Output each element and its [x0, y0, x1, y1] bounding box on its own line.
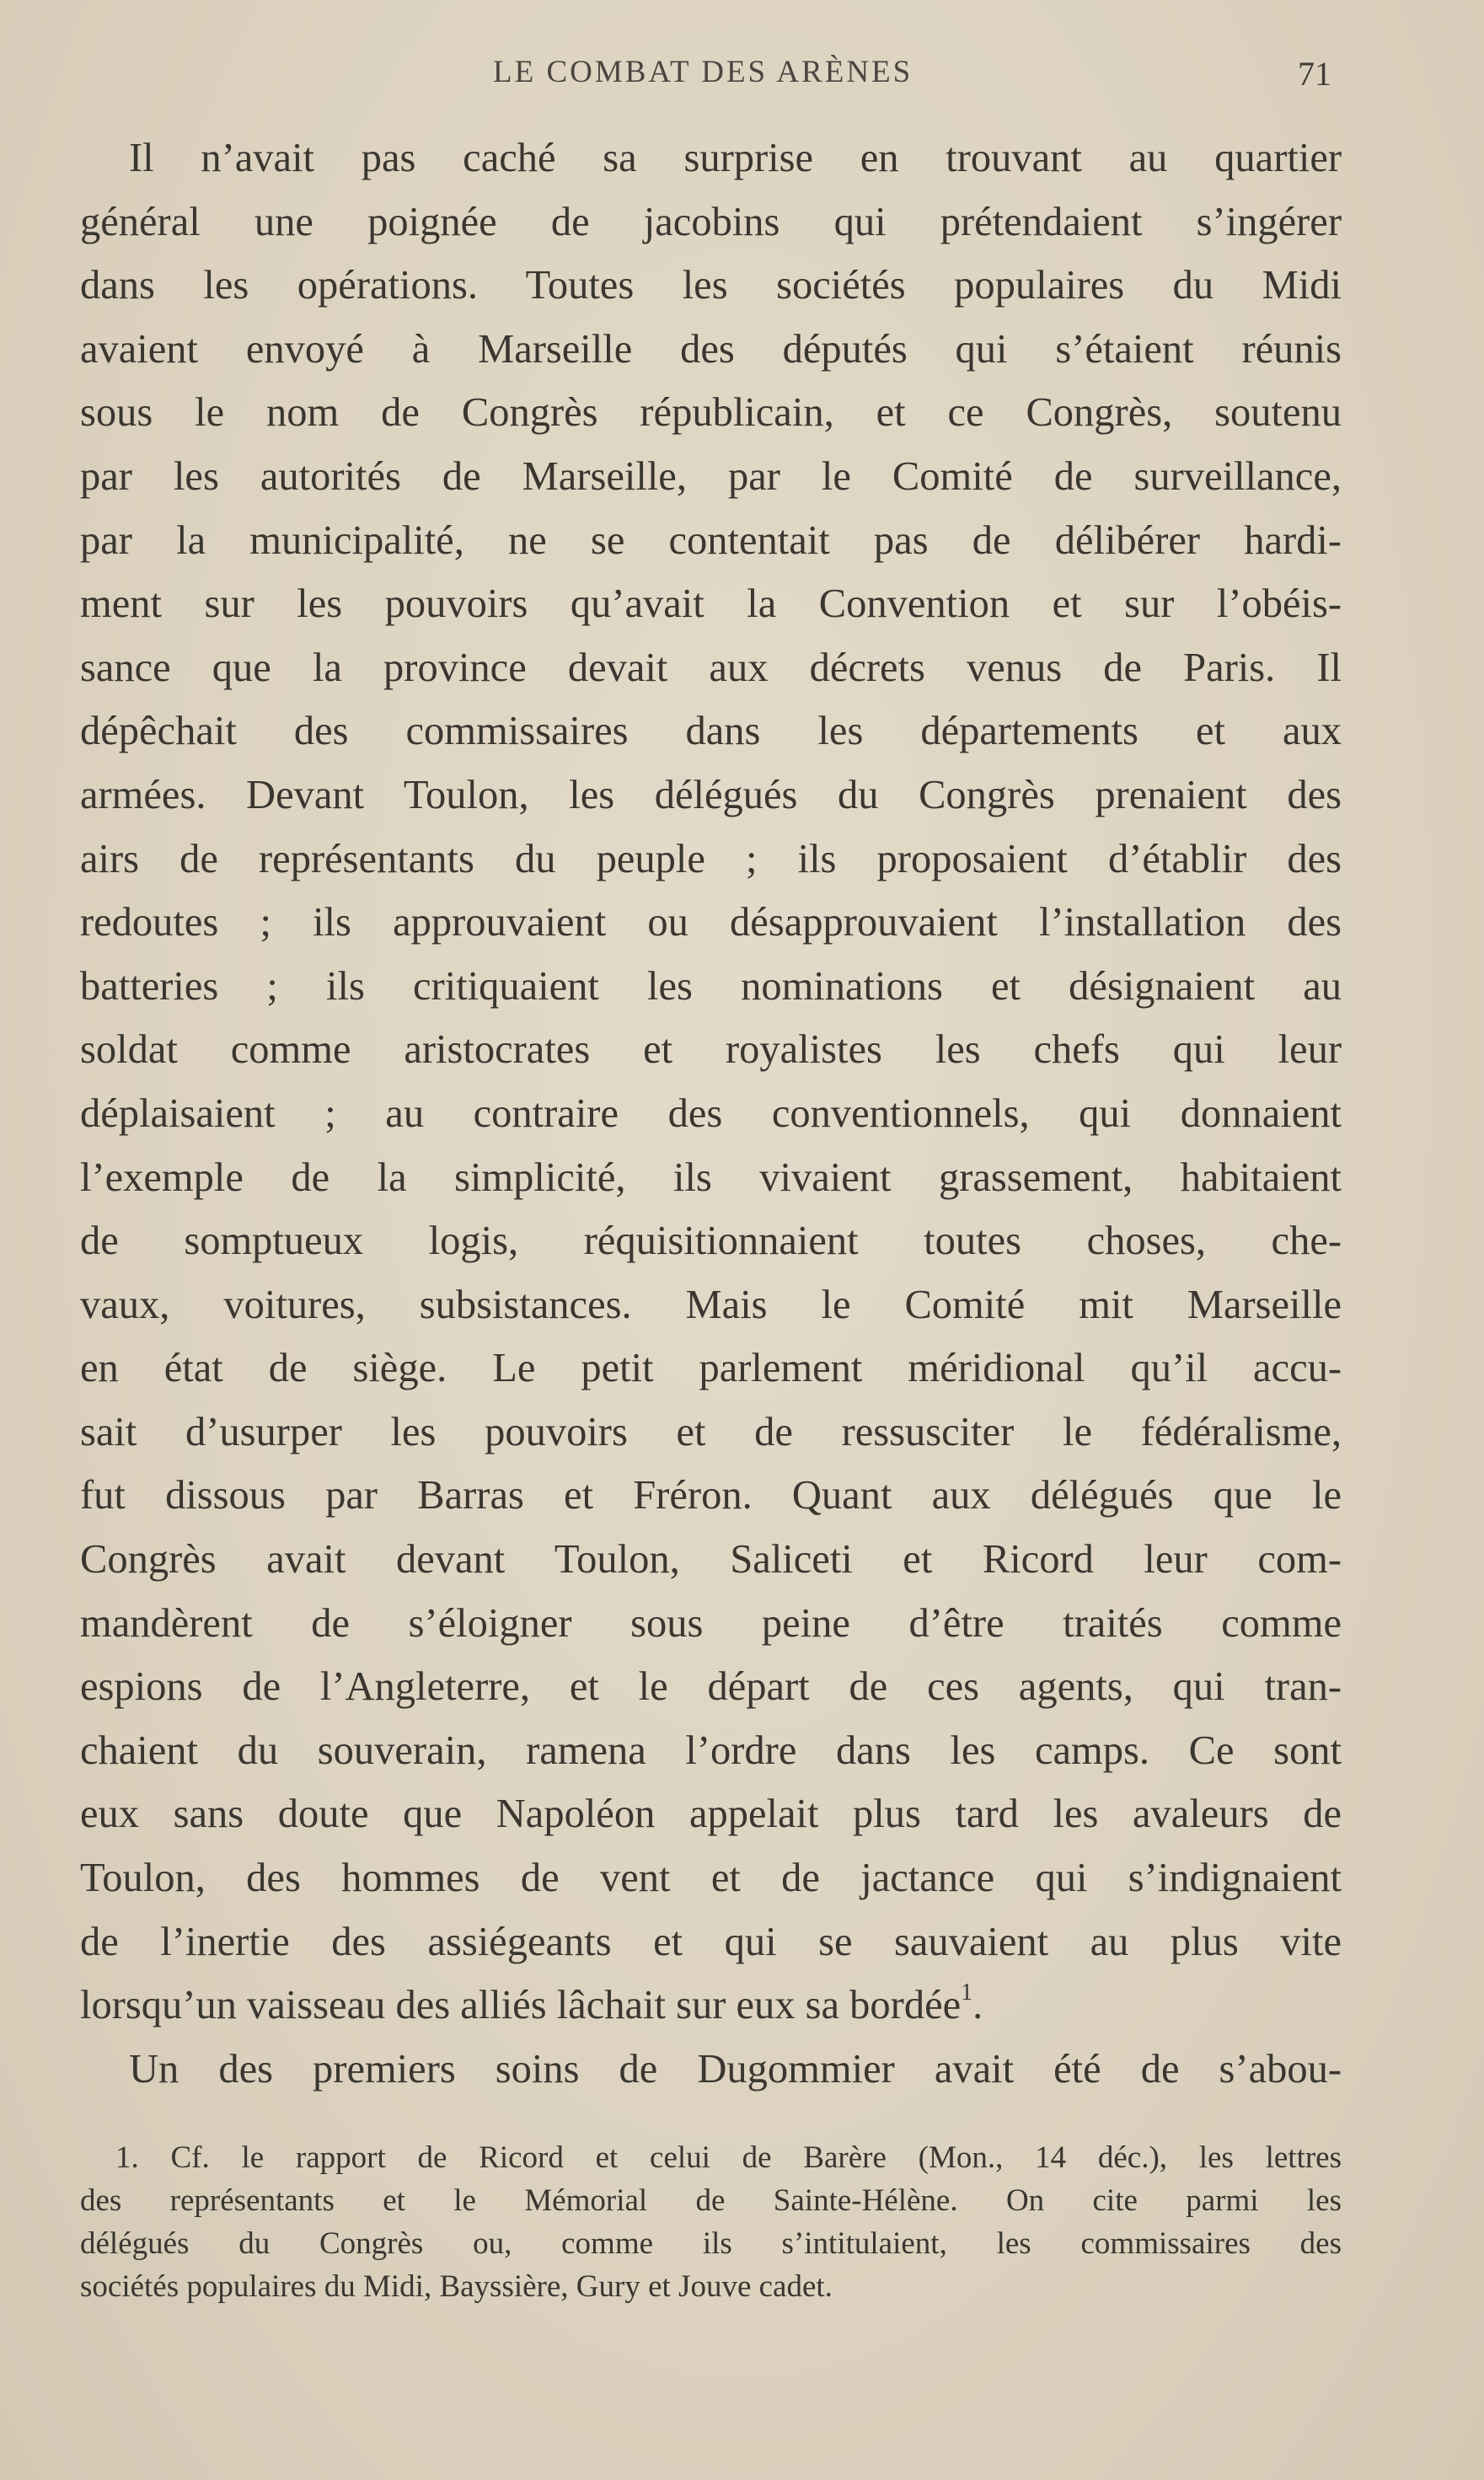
text-line: Il n’avait pas caché sa surprise en trouvant au quartier	[129, 136, 1342, 180]
text-line: sait d’usurper les pouvoirs et de ressusciter le fédéralisme,	[80, 1409, 1342, 1454]
text-line: déplaisaient ; au contraire des conventionnels, qui donnaient	[80, 1090, 1342, 1136]
text-line: airs de représentants du peuple ; ils proposaient d’établir des	[80, 836, 1342, 881]
text-line: eux sans doute que Napoléon appelait plus tard les avaleurs de	[80, 1792, 1342, 1837]
text-line: soldat comme aristocrates et royalistes les chefs qui leur	[80, 1027, 1342, 1073]
footnotes	[80, 2136, 1342, 2308]
text-line: l’exemple de la simplicité, ils vivaient grassement, habitaient	[80, 1154, 1342, 1200]
text-line: par la municipalité, ne se contentait pas de délibérer hardi-	[80, 517, 1342, 563]
footnote-line: délégués du Congrès ou, comme ils s’intitulaient, les commissaires des	[80, 2226, 1342, 2261]
text-line: sous le nom de Congrès républicain, et ce Congrès, soutenu	[80, 390, 1342, 436]
text-line: général une poignée de jacobins qui prétendaient s’ingérer	[80, 199, 1342, 244]
text-line-content: lorsqu’un vaisseau des alliés lâchait sur eux sa bordée	[80, 1983, 962, 2028]
text-line: de l’inertie des assiégeants et qui se sauvaient au plus vite	[80, 1919, 1342, 1964]
page-number: 71	[1298, 55, 1331, 93]
sentence-end: .	[972, 1983, 983, 2028]
text-line: en état de siège. Le petit parlement méridional qu’il accu-	[80, 1346, 1342, 1391]
footnote-line: sociétés populaires du Midi, Bayssière, Gury et Jouve cadet.	[80, 2269, 833, 2304]
text-line: batteries ; ils critiquaient les nominations et désignaient au	[80, 963, 1342, 1009]
text-line: fut dissous par Barras et Fréron. Quant aux délégués que le	[80, 1473, 1342, 1519]
text-line: espions de l’Angleterre, et le départ de ces agents, qui tran-	[80, 1664, 1342, 1710]
text-line: par les autorités de Marseille, par le Comité de surveillance,	[80, 453, 1342, 499]
text-line: Congrès avait devant Toulon, Saliceti et Ricord leur com-	[80, 1537, 1342, 1583]
text-line: de somptueux logis, réquisitionnaient toutes choses, che-	[80, 1219, 1342, 1264]
running-head	[0, 54, 1484, 104]
text-line: avaient envoyé à Marseille des députés qui s’étaient réunis	[80, 326, 1342, 372]
text-line: armées. Devant Toulon, les délégués du Congrès prenaient des	[80, 772, 1342, 817]
text-line: mandèrent de s’éloigner sous peine d’être traités comme	[80, 1600, 1342, 1646]
text-line: Toulon, des hommes de vent et de jactance qui s’indignaient	[80, 1856, 1342, 1901]
running-title: LE COMBAT DES ARÈNES	[493, 55, 913, 89]
text-line-with-footnote-ref	[80, 1974, 1342, 2038]
text-line: dépêchait des commissaires dans les départements et aux	[80, 709, 1342, 754]
footnote-line: des représentants et le Mémorial de Sainte-Hélène. On cite parmi les	[80, 2183, 1342, 2218]
text-line: sance que la province devait aux décrets venus de Paris. Il	[80, 645, 1342, 690]
text-line: vaux, voitures, subsistances. Mais le Comité mit Marseille	[80, 1282, 1342, 1327]
text-line: dans les opérations. Toutes les sociétés populaires du Midi	[80, 263, 1342, 308]
footnote-line: 1. Cf. le rapport de Ricord et celui de Barère (Mon., 14 déc.), les lettres	[115, 2140, 1342, 2175]
body-text	[80, 126, 1342, 2101]
text-line: chaient du souverain, ramena l’ordre dans les camps. Ce sont	[80, 1727, 1342, 1773]
text-line: ment sur les pouvoirs qu’avait la Convention et sur l’obéis-	[80, 581, 1342, 627]
text-line: Un des premiers soins de Dugommier avait été de s’abou-	[129, 2046, 1342, 2092]
footnote-reference[interactable]: 1	[961, 1979, 973, 2006]
text-line: redoutes ; ils approuvaient ou désapprouvaient l’installation des	[80, 900, 1342, 945]
